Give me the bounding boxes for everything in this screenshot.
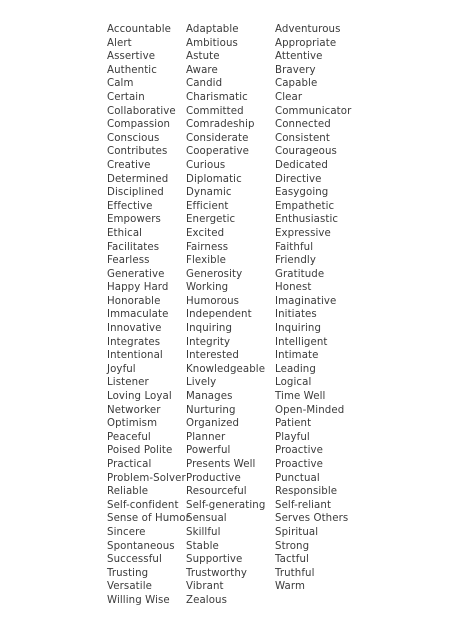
word-item: Serves Others (275, 513, 349, 525)
word-item: Time Well (275, 391, 326, 403)
word-item: Bravery (275, 64, 316, 76)
word-item: Practical (107, 459, 152, 470)
word-item: Facilitates (107, 241, 160, 253)
word-item: Resourceful (186, 486, 247, 498)
word-item: Humorous (186, 295, 240, 307)
word-item: Nurturing (186, 404, 236, 416)
word-item: Zealous (186, 594, 228, 606)
word-item: Presents Well (186, 459, 256, 470)
word-item: Successful (107, 554, 162, 566)
word-item: Candid (186, 78, 223, 90)
word-item: Clear (275, 91, 303, 103)
word-item: Stable (186, 540, 219, 552)
word-item: Connected (275, 119, 331, 131)
word-item: Intimate (275, 350, 319, 362)
word-item: Collaborative (107, 105, 176, 117)
word-item: Effective (107, 200, 153, 212)
word-item: Poised Polite (107, 445, 173, 457)
word-item: Integrity (186, 336, 231, 348)
word-item: Willing Wise (107, 594, 170, 606)
word-item: Immaculate (107, 309, 169, 321)
word-item: Considerate (186, 132, 249, 144)
word-item: Skillful (186, 526, 221, 538)
word-item: Expressive (275, 227, 331, 239)
word-item: Open-Minded (275, 404, 345, 416)
word-item: Imaginative (275, 295, 337, 307)
word-item: Trusting (107, 567, 149, 579)
word-item: Disciplined (107, 187, 164, 199)
word-item: Organized (186, 418, 240, 430)
word-item: Proactive (275, 459, 324, 470)
word-item: Inquiring (275, 323, 322, 335)
word-item: Generative (107, 268, 165, 280)
word-item: Powerful (186, 445, 231, 457)
word-item: Empowers (107, 214, 161, 226)
word-item: Contributes (107, 146, 168, 158)
word-item: Calm (107, 78, 134, 90)
word-item: Interested (186, 350, 239, 362)
word-item: Attentive (275, 51, 323, 63)
word-item: Gratitude (275, 268, 325, 280)
word-item: Independent (186, 309, 252, 321)
word-item: Strong (275, 540, 310, 552)
word-item: Authentic (107, 64, 157, 76)
word-item: Diplomatic (186, 173, 242, 185)
word-item: Communicator (275, 105, 352, 117)
word-item: Sincere (107, 526, 146, 538)
word-item: Patient (275, 418, 312, 430)
word-item: Loving Loyal (107, 391, 172, 403)
word-item: Adaptable (186, 24, 239, 35)
word-item: Aware (186, 64, 218, 76)
word-item: Generosity (186, 268, 243, 280)
word-item: Versatile (107, 581, 153, 593)
word-item: Certain (107, 91, 145, 103)
word-column-3 (275, 23, 351, 594)
word-item: Initiates (275, 309, 317, 321)
word-item: Sense of Humor (107, 513, 190, 525)
word-item: Spontaneous (107, 540, 175, 552)
word-item: Working (186, 282, 229, 294)
word-item: Optimism (107, 418, 158, 430)
word-item: Intentional (107, 350, 163, 362)
word-item: Leading (275, 363, 316, 375)
word-item: Honorable (107, 295, 161, 307)
word-item: Assertive (107, 51, 156, 63)
word-item: Self-confident (107, 499, 179, 511)
word-item: Tactful (275, 554, 309, 566)
word-item: Capable (275, 78, 318, 90)
word-item: Networker (107, 404, 161, 416)
word-item: Conscious (107, 132, 160, 144)
word-item: Energetic (186, 214, 236, 226)
word-item: Punctual (275, 472, 320, 484)
word-item: Knowledgeable (186, 363, 266, 375)
word-item: Compassion (107, 119, 171, 131)
word-item: Creative (107, 159, 151, 171)
word-column-2 (186, 23, 265, 608)
word-item: Excited (186, 227, 225, 239)
word-item: Innovative (107, 323, 162, 335)
word-item: Determined (107, 173, 169, 185)
word-item: Sensual (186, 513, 227, 525)
word-item: Ambitious (186, 37, 238, 49)
word-item: Astute (186, 51, 220, 63)
word-item: Happy Hard (107, 282, 169, 294)
word-item: Committed (186, 105, 244, 117)
word-item: Dynamic (186, 187, 232, 199)
word-item: Faithful (275, 241, 314, 253)
word-item: Responsible (275, 486, 338, 498)
word-item: Honest (275, 282, 312, 294)
word-item: Appropriate (275, 37, 337, 49)
word-item: Trustworthy (186, 567, 248, 579)
word-item: Cooperative (186, 146, 249, 158)
word-item: Productive (186, 472, 241, 484)
word-item: Joyful (107, 363, 136, 375)
word-item: Lively (186, 377, 217, 389)
word-item: Truthful (275, 567, 315, 579)
word-item: Fearless (107, 255, 150, 267)
word-item: Empathetic (275, 200, 335, 212)
word-item: Reliable (107, 486, 149, 498)
word-item: Integrates (107, 336, 161, 348)
word-item: Intelligent (275, 336, 328, 348)
word-item: Charismatic (186, 91, 248, 103)
word-item: Playful (275, 431, 310, 443)
word-item: Efficient (186, 200, 229, 212)
word-item: Proactive (275, 445, 324, 457)
word-item: Vibrant (186, 581, 224, 593)
word-item: Enthusiastic (275, 214, 339, 226)
word-item: Dedicated (275, 159, 328, 171)
word-item: Logical (275, 377, 312, 389)
word-item: Peaceful (107, 431, 151, 443)
word-item: Directive (275, 173, 322, 185)
word-item: Courageous (275, 146, 337, 158)
word-item: Flexible (186, 255, 227, 267)
word-item: Problem-Solver (107, 472, 186, 484)
word-item: Accountable (107, 24, 172, 35)
word-item: Planner (186, 431, 226, 443)
word-item: Adventurous (275, 24, 341, 35)
word-item: Comradeship (186, 119, 255, 131)
word-item: Inquiring (186, 323, 233, 335)
word-item: Friendly (275, 255, 316, 267)
word-item: Fairness (186, 241, 229, 253)
word-item: Self-reliant (275, 499, 332, 511)
word-item: Manages (186, 391, 233, 403)
word-item: Curious (186, 159, 226, 171)
word-item: Warm (275, 581, 305, 593)
word-item: Ethical (107, 227, 143, 239)
word-item: Listener (107, 377, 149, 389)
word-item: Consistent (275, 132, 330, 144)
word-item: Spiritual (275, 526, 319, 538)
word-item: Easygoing (275, 187, 329, 199)
word-item: Alert (107, 37, 132, 49)
word-column-1 (107, 23, 190, 608)
word-item: Supportive (186, 554, 243, 566)
word-item: Self-generating (186, 499, 266, 511)
